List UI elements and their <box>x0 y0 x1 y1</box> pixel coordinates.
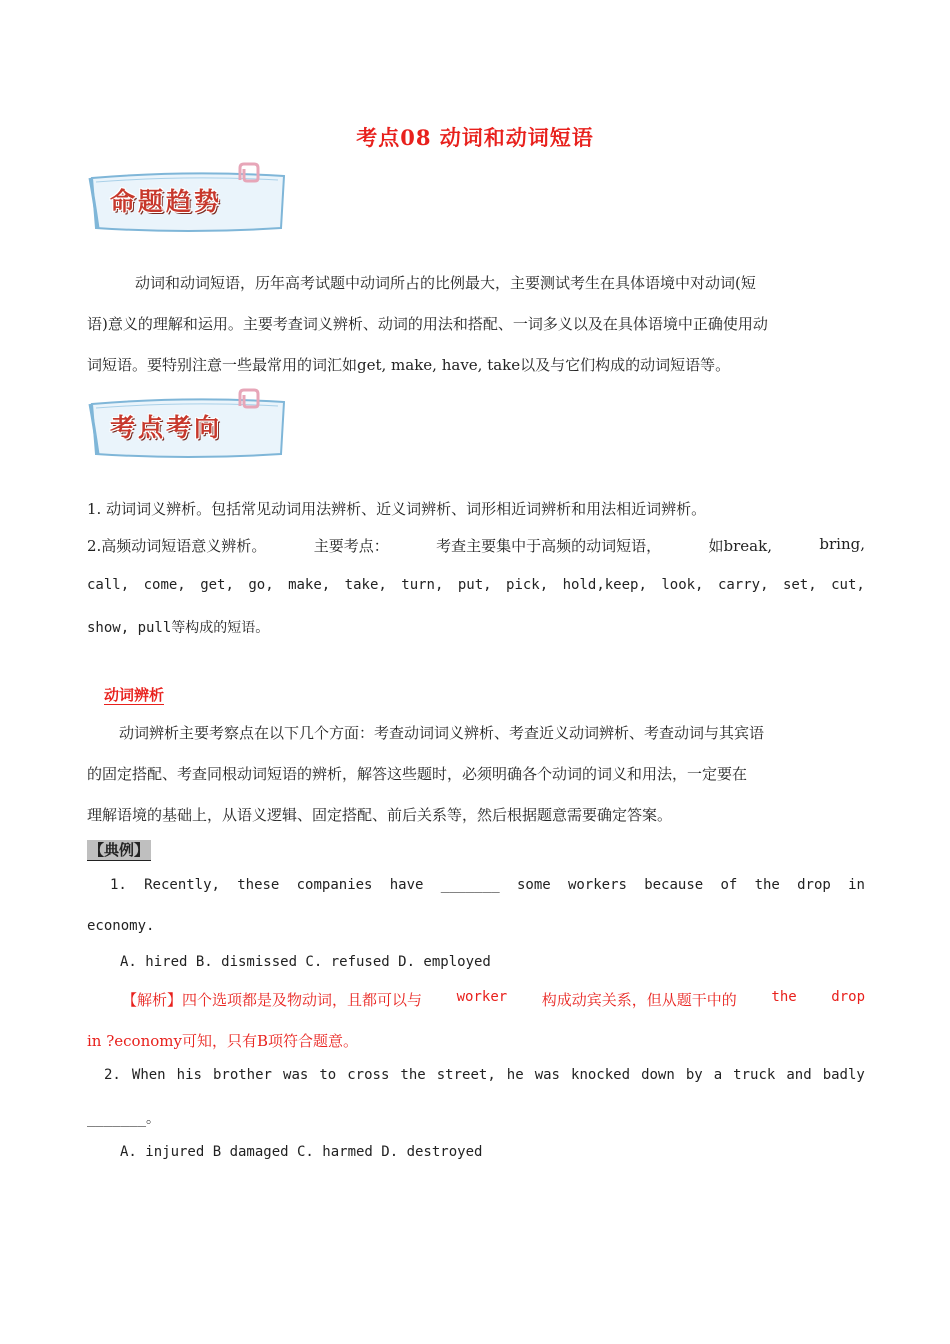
page-title: 考点08 动词和动词短语 <box>356 125 594 150</box>
word: down <box>641 1067 675 1083</box>
section-line-2: 的固定搭配、考查同根动词短语的辨析，解答这些题时，必须明确各个动词的词义和用法，一定要在 <box>87 765 748 783</box>
point-2-line-1 <box>87 535 865 556</box>
example-tag: 【典例】 <box>89 841 150 859</box>
analysis-line <box>122 989 865 1010</box>
word: in <box>848 877 865 893</box>
section-heading: 动词辨析 <box>104 686 165 704</box>
word: Recently, <box>144 877 220 893</box>
word: the <box>754 877 780 893</box>
section-line-3: 理解语境的基础上，从语义逻辑、固定搭配、前后关系等，然后根据题意需要确定答案。 <box>87 806 673 824</box>
word: 如break, <box>708 537 772 555</box>
word: go, <box>248 577 274 593</box>
word: take, <box>344 577 387 593</box>
word: make, <box>288 577 331 593</box>
word: show, pull等构成的短语。 <box>87 620 270 636</box>
point-2-line-2 <box>87 577 865 593</box>
question-2-continuation: _______。 <box>87 1111 161 1127</box>
word: workers <box>567 877 627 893</box>
word: a <box>713 1067 723 1083</box>
word: some <box>516 877 551 893</box>
word: the <box>400 1067 426 1083</box>
question-1-continuation: economy. <box>87 918 155 934</box>
word: street, <box>436 1067 496 1083</box>
word: get, <box>200 577 234 593</box>
word: was <box>283 1067 309 1083</box>
word: drop <box>797 877 831 893</box>
word: call, <box>87 577 130 593</box>
analysis-continuation: in ?economy可知，只有B项符合题意。 <box>87 1032 358 1050</box>
word: carry, <box>717 577 769 593</box>
word: badly <box>822 1067 865 1083</box>
word: When <box>131 1067 166 1083</box>
banner-trend <box>88 170 288 234</box>
word: 动词辨析主要考察点在以下几个方面：考查动词词义辨析、考查近义动词辨析、考查动词与其宾语 <box>119 724 765 742</box>
trend-line-1 <box>87 272 865 293</box>
question-1-line <box>110 877 865 893</box>
point-1: 1. 动词词义辨析。包括常见动词用法辨析、近义词辨析、词形相近词辨析和用法相近词辨析。 <box>87 500 707 518</box>
word: 主要考点： <box>313 537 389 555</box>
word: of <box>720 877 738 893</box>
word: these <box>237 877 280 893</box>
word: hold,keep, <box>562 577 647 593</box>
word: put, <box>457 577 492 593</box>
trend-line-2: 语)意义的理解和运用。主要考查词义辨析、动词的用法和搭配、一词多义以及在具体语境中正确使用动 <box>87 315 768 333</box>
word: cross <box>347 1067 390 1083</box>
word: companies <box>296 877 373 893</box>
word: cut, <box>831 577 865 593</box>
word: the <box>771 989 797 1005</box>
word: 【解析】四个选项都是及物动词，且都可以与 <box>122 991 423 1009</box>
word: knocked <box>571 1067 631 1083</box>
word: 2. <box>104 1067 121 1083</box>
paper-clip-icon <box>236 388 262 410</box>
word: to <box>319 1067 337 1083</box>
word: 构成动宾关系，但从题干中的 <box>541 991 737 1009</box>
word: he <box>506 1067 524 1083</box>
question-1-options: A. hired B. dismissed C. refused D. employed <box>120 954 491 970</box>
word: worker <box>456 989 508 1005</box>
banner-points <box>88 396 288 460</box>
word: 2.高频动词短语意义辨析。 <box>87 537 267 555</box>
word: turn, <box>401 577 444 593</box>
trend-line-3: 词短语。要特别注意一些最常用的词汇如get, make, have, take以及与它们构成的动词短语等。 <box>87 356 731 374</box>
word: brother <box>212 1067 272 1083</box>
section-line-1 <box>87 722 865 743</box>
word: bring, <box>819 535 865 553</box>
word: his <box>176 1067 202 1083</box>
point-2-line-3 <box>87 617 865 637</box>
word: was <box>534 1067 560 1083</box>
word: pick, <box>506 577 549 593</box>
banner-points-label: 考点考向 <box>110 413 223 442</box>
word: because <box>644 877 704 893</box>
word: _______ <box>440 877 500 893</box>
word: look, <box>661 577 704 593</box>
word: by <box>685 1067 703 1083</box>
word: 考查主要集中于高频的动词短语， <box>436 537 662 555</box>
word: come, <box>143 577 186 593</box>
word: 动词和动词短语，历年高考试题中动词所占的比例最大，主要测试考生在具体语境中对动词(短 <box>135 274 756 292</box>
word: drop <box>831 989 865 1005</box>
word: have <box>389 877 424 893</box>
word: truck <box>733 1067 776 1083</box>
paper-clip-icon <box>236 162 262 184</box>
question-2-line <box>104 1067 865 1083</box>
banner-trend-label: 命题趋势 <box>110 187 223 216</box>
word: set, <box>782 577 817 593</box>
word: and <box>786 1067 812 1083</box>
word: 1. <box>110 877 127 893</box>
question-2-options: A. injured B damaged C. harmed D. destroyed <box>120 1144 483 1160</box>
